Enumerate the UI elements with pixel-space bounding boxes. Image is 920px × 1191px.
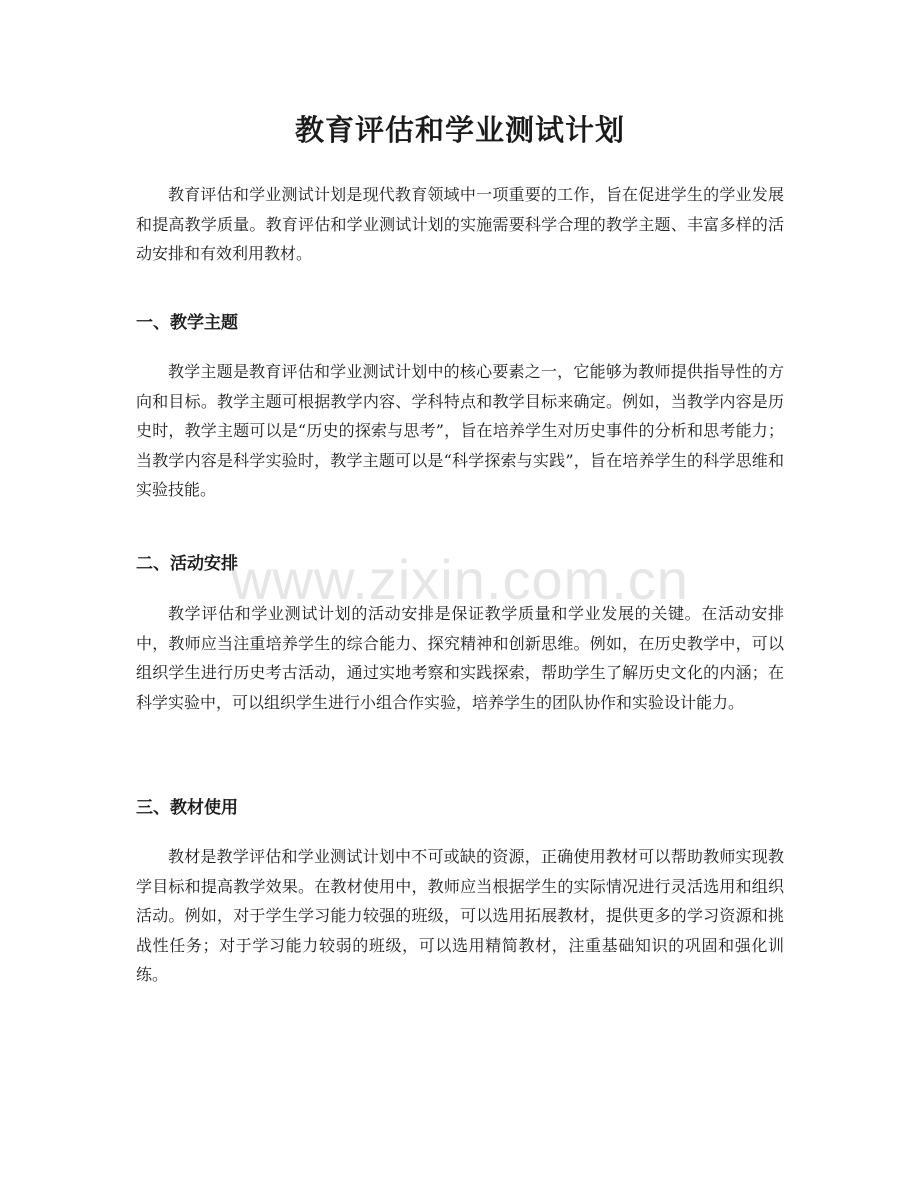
section-body-teaching-theme: 教学主题是教育评估和学业测试计划中的核心要素之一，它能够为教师提供指导性的方向和目标。教学主题可根据教学内容、学科特点和教学目标来确定。例如，当教学内容是历史时，教学主题可以是“历史的探索与思考”，旨在培养学生对历史事件的分析和思考能力；当教学内容是科学实验时，教学主题可以是“科学探索与实践”，旨在培养学生的科学思维和实验技能。 bbox=[136, 362, 784, 499]
section-body-activity-arrangement: 教学评估和学业测试计划的活动安排是保证教学质量和学业发展的关键。在活动安排中，教师应当注重培养学生的综合能力、探究精神和创新思维。例如，在历史教学中，可以组织学生进行历史考古活动，通过实地考察和实践探索，帮助学生了解历史文化的内涵；在科学实验中，可以组织学生进行小组合作实验，培养学生的团队协作和实验设计能力。 bbox=[136, 604, 784, 712]
section-body-textbook-use: 教材是教学评估和学业测试计划中不可或缺的资源，正确使用教材可以帮助教师实现教学目标和提高教学效果。在教材使用中，教师应当根据学生的实际情况进行灵活选用和组织活动。例如，对于学生学习能力较强的班级，可以选用拓展教材，提供更多的学习资源和挑战性任务；对于学习能力较弱的班级，可以选用精简教材，注重基础知识的巩固和强化训练。 bbox=[136, 847, 784, 984]
watermark: www.zixin.com.cn bbox=[231, 548, 689, 611]
section-heading-teaching-theme: 一、教学主题 bbox=[136, 313, 238, 333]
page-title: 教育评估和学业测试计划 bbox=[294, 113, 625, 147]
section-heading-textbook-use: 三、教材使用 bbox=[136, 798, 238, 818]
intro-paragraph: 教育评估和学业测试计划是现代教育领域中一项重要的工作，旨在促进学生的学业发展和提高教学质量。教育评估和学业测试计划的实施需要科学合理的教学主题、丰富多样的活动安排和有效利用教材。 bbox=[136, 185, 784, 263]
section-heading-activity-arrangement: 二、活动安排 bbox=[136, 554, 238, 574]
